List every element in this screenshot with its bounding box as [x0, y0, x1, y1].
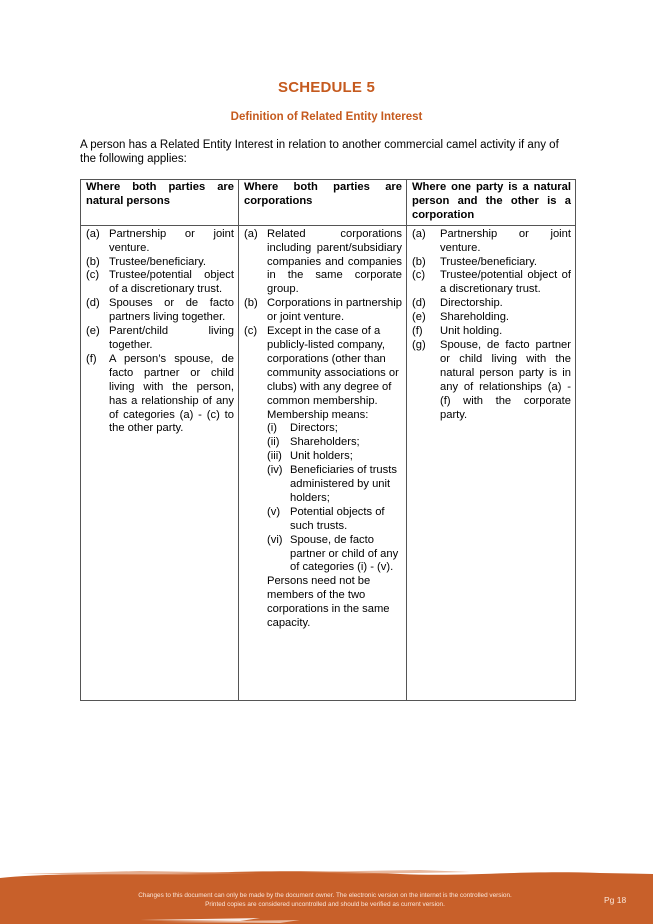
column-header-corporations: Where both parties are corporations — [239, 180, 407, 226]
page-number: Pg 18 — [604, 895, 627, 905]
list-item: (a) Related corporations including parent/subsidiary companies and companies in the same corporate group. — [244, 227, 402, 296]
schedule-title: SCHEDULE 5 — [277, 79, 376, 96]
list-item: (f) A person’s spouse, de facto partner or child living with the person, has a relationship of any of categories (a) - (c) to the other party. — [86, 352, 234, 435]
list-item: (g) Spouse, de facto partner or child living with the natural person party is in any of relationships (a) - (f) with the corporate party. — [412, 338, 571, 421]
table-body-row — [81, 225, 576, 700]
membership-list — [267, 422, 402, 575]
list-item: (d) Directorship. — [412, 297, 503, 310]
membership-heading: Membership means: — [267, 408, 369, 421]
list-item: (d) Spouses or de facto partners living together. — [86, 297, 234, 324]
sub-list-item: (i) Directors; — [267, 422, 338, 435]
related-entity-table — [80, 179, 576, 701]
intro-paragraph: A person has a Related Entity Interest in relation to another commercial camel activity if any of the following applies: — [80, 139, 559, 165]
column-natural-persons — [81, 225, 239, 700]
list-item: (b) Trustee/beneficiary. — [412, 255, 537, 268]
list-item: (a) Partnership or joint venture. — [86, 227, 234, 254]
list-item: (e) Shareholding. — [412, 311, 510, 324]
list-item: (a) Partnership or joint venture. — [412, 227, 571, 254]
natural-persons-list — [86, 228, 234, 437]
column-corporations — [239, 225, 407, 700]
sub-list-item: (v) Potential objects of such trusts. — [267, 505, 385, 532]
list-item: (f) Unit holding. — [412, 325, 503, 338]
corporations-list — [244, 228, 402, 631]
list-item: (b) Corporations in partnership or joint venture. — [244, 297, 402, 324]
list-item: (b) Trustee/beneficiary. — [86, 255, 206, 268]
list-item: (c) Trustee/potential object of a discretionary trust. — [86, 269, 234, 296]
list-item: (c) Except in the case of a publicly-listed company, corporations (other than community associations or clubs) with any degree of common membership. Membership means: (i) Directors; (ii) Shareholders; (iii) Unit holders; (iv) Beneficiaries of trusts administered by unit holders; (v) Potential objects of such trusts. (vi) Spouse, de facto partner or child of any of categories (i) - (v). Persons need not be members of the two corporations in the same capacity. — [244, 325, 402, 631]
column-mixed — [407, 225, 576, 700]
sub-list-item: (iv) Beneficiaries of trusts administered by unit holders; — [267, 464, 397, 504]
list-item: (c) Trustee/potential object of a discretionary trust. — [412, 269, 571, 296]
footer-line-1: Changes to this document can only be made by the document owner. The electronic version on the internet is the controlled version. — [138, 892, 512, 899]
list-item-body: Except in the case of a publicly-listed company, corporations (other than community associations or clubs) with any degree of common membership. Membership means: (i) Directors; (ii) Shareholders; (iii) Unit holders; (iv) Beneficiaries of trusts administered by unit holders; (v) Potential objects of such trusts. (vi) Spouse, de facto partner or child of any of categories (i) - (v). Persons need not be members of the two corporations in the same capacity. — [267, 325, 402, 631]
column-header-mixed: Where one party is a natural person and the other is a corporation — [407, 180, 576, 226]
mixed-list — [412, 228, 571, 423]
sub-list-item: (iii) Unit holders; — [267, 450, 353, 463]
membership-closing-note: Persons need not be members of the two corporations in the same capacity. — [267, 575, 390, 630]
table-header-row — [81, 180, 576, 226]
footer-line-2: Printed copies are considered uncontrolled and should be verified as current version. — [205, 901, 445, 908]
column-header-natural-persons: Where both parties are natural persons — [81, 180, 239, 226]
footer-disclaimer — [90, 891, 560, 909]
list-item: (e) Parent/child living together. — [86, 325, 234, 351]
sub-list-item: (ii) Shareholders; — [267, 436, 360, 449]
sub-list-item: (vi) Spouse, de facto partner or child of any of categories (i) - (v). — [267, 533, 399, 574]
schedule-subtitle: Definition of Related Entity Interest — [230, 111, 423, 123]
